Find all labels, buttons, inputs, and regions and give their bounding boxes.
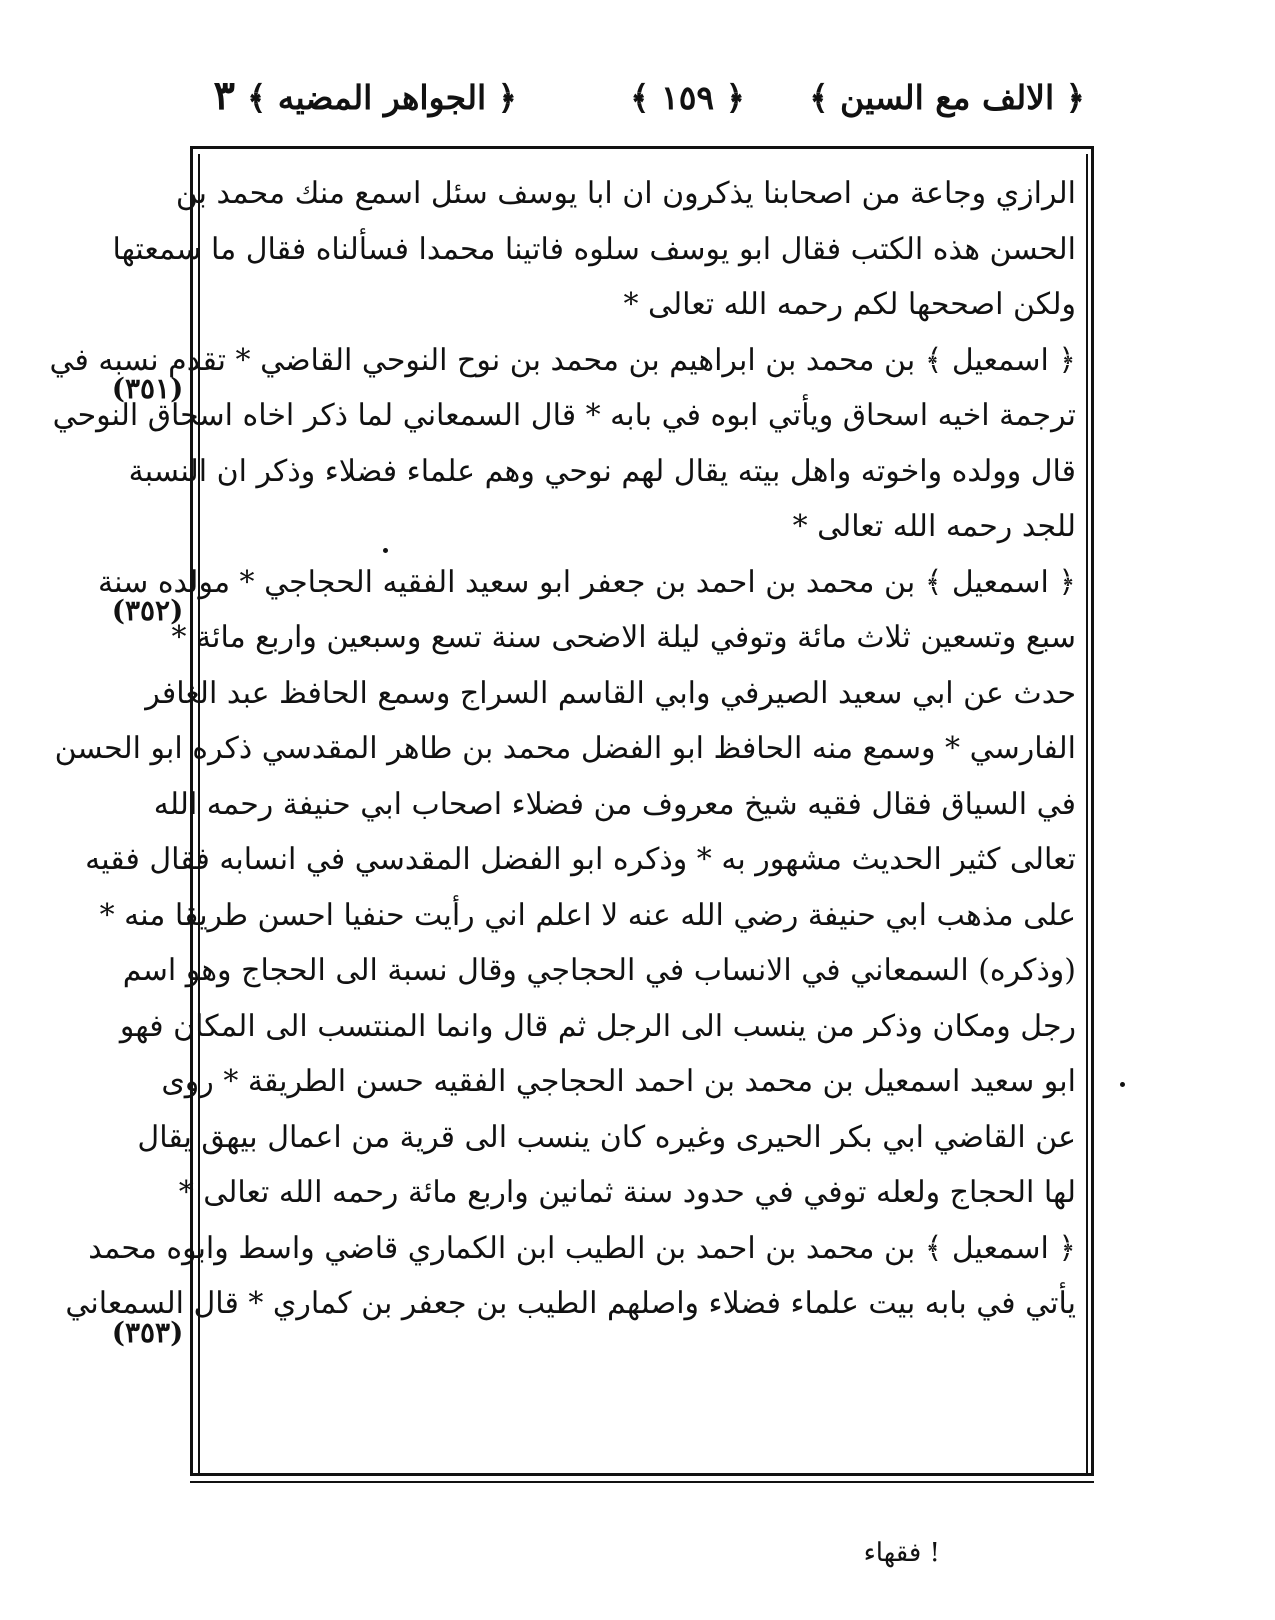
footnote: ! فقهاء (863, 1538, 940, 1568)
text-line: سبع وتسعين ثلاث مائة وتوفي ليلة الاضحى سنة تسع وسبعين واربع مائة * (171, 620, 1076, 655)
text-line: (وذكره) السمعاني في الانساب في الحجاجي وقال نسبة الى الحجاج وهو اسم (122, 953, 1076, 988)
text-line: ولكن اصححها لكم رحمه الله تعالى * (623, 287, 1076, 322)
text-line: ابو سعيد اسمعيل بن محمد بن احمد الحجاجي الفقيه حسن الطريقة * روى (161, 1064, 1076, 1099)
text-line: حدث عن ابي سعيد الصيرفي وابي القاسم السراج وسمع الحافظ عبد الغافر (145, 675, 1076, 711)
margin-dot (1120, 1082, 1125, 1087)
frame-bottom-rule (190, 1481, 1094, 1483)
text-line: لها الحجاج ولعله توفي في حدود سنة ثمانين واربع مائة رحمه الله تعالى * (178, 1175, 1076, 1210)
header-corner-mark: ٣ (213, 72, 235, 119)
text-line: الحسن هذه الكتب فقال ابو يوسف سلوه فاتينا محمدا فسألناه فقال ما سمعتها (112, 231, 1076, 267)
text-line: الفارسي * وسمع منه الحافظ ابو الفضل محمد بن طاهر المقدسي ذكره ابو الحسن (54, 731, 1076, 766)
header-section-title: ﴿ الالف مع السين ﴾ (809, 78, 1085, 117)
entry-352-start: ﴿ اسمعيل ﴾ بن محمد بن احمد بن جعفر ابو سعيد الفقيه الحجاجي * مولده سنة (98, 564, 1076, 600)
text-line: على مذهب ابي حنيفة رضي الله عنه لا اعلم اني رأيت حنفيا احسن طريقا منه * (99, 897, 1076, 933)
text-line: الرازي وجاعة من اصحابنا يذكرون ان ابا يوسف سئل اسمع منك محمد بن (175, 176, 1076, 211)
header-book-title: ﴿ الجواهر المضيه ﴾ (246, 78, 517, 117)
entry-351-start: ﴿ اسمعيل ﴾ بن محمد بن ابراهيم بن محمد بن نوح النوحي القاضي * تقدم نسبه في (49, 342, 1076, 378)
text-line: ترجمة اخيه اسحاق ويأتي ابوه في بابه * قال السمعاني لما ذكر اخاه اسحاق النوحي (52, 398, 1076, 433)
text-line: للجد رحمه الله تعالى * (792, 509, 1076, 544)
page-header (195, 72, 1085, 144)
text-line: عن القاضي ابي بكر الحيرى وغيره كان ينسب الى قرية من اعمال بيهق يقال (137, 1119, 1076, 1155)
entry-number-352: (٣٥٢) (111, 594, 184, 627)
entry-number-351: (٣٥١) (111, 372, 184, 405)
text-line: يأتي في بابه بيت علماء فضلاء واصلهم الطيب بن جعفر بن كماري * قال السمعاني (65, 1286, 1076, 1321)
text-line: تعالى كثير الحديث مشهور به * وذكره ابو الفضل المقدسي في انسابه فقال فقيه (85, 842, 1076, 877)
ink-dot (383, 548, 388, 553)
entry-353-start: ﴿ اسمعيل ﴾ بن محمد بن احمد بن الطيب ابن الكماري قاضي واسط وابوه محمد (88, 1230, 1076, 1266)
header-page-number: ﴿ ١٥٩ ﴾ (630, 78, 745, 117)
text-line: قال وولده واخوته واهل بيته يقال لهم نوحي وهم علماء فضلاء وذكر ان النسبة (128, 453, 1076, 489)
entry-number-353: (٣٥٣) (111, 1316, 184, 1349)
text-line: رجل ومكان وذكر من ينسب الى الرجل ثم قال وانما المنتسب الى المكان فهو (119, 1008, 1076, 1044)
text-line: في السياق فقال فقيه شيخ معروف من فضلاء اصحاب ابي حنيفة رحمه الله (153, 786, 1076, 822)
